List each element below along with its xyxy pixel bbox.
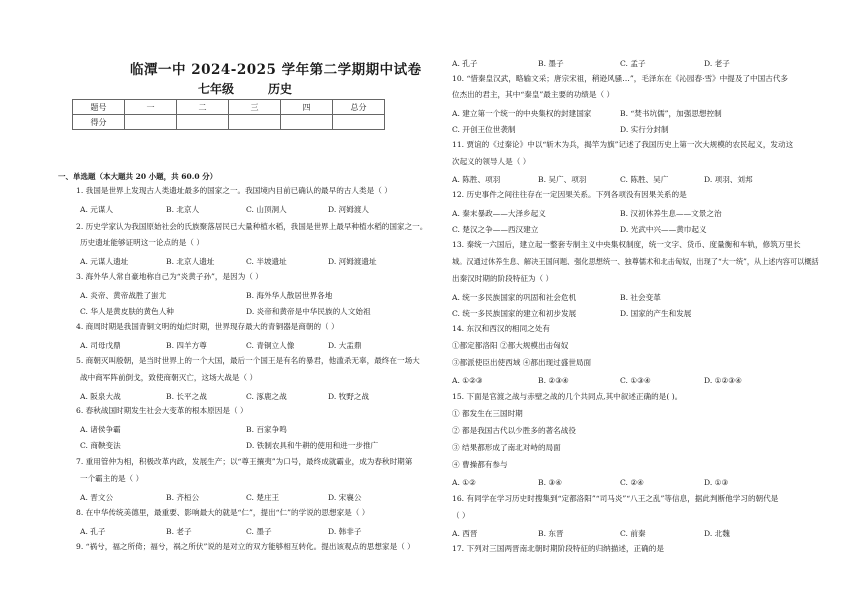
score-header-cell: 题号: [73, 100, 125, 115]
question-10: 10. “惜秦皇汉武，略输文采；唐宗宋祖，稍逊风骚…”，毛泽东在《沁园春·雪》中提及了中国古代多: [452, 74, 789, 83]
question-12: 12. 历史事件之间往往存在一定因果关系。下列各项没有因果关系的是: [452, 190, 687, 199]
option[interactable]: A. 元谋人遗址: [80, 257, 129, 266]
option[interactable]: C. 前秦: [620, 529, 646, 538]
option[interactable]: D. 河姆渡人: [328, 205, 370, 214]
option[interactable]: D. ①③: [704, 478, 729, 487]
option[interactable]: B. 海外华人散居世界各地: [246, 291, 333, 300]
question-15: 15. 下面是官渡之战与赤壁之战的几个共同点,其中叙述正确的是( )。: [452, 392, 683, 401]
question-10-cont: 位杰出的君主，其中“秦皇”最主要的功绩是（ ）: [452, 90, 615, 99]
option[interactable]: D. ①②③④: [704, 376, 742, 385]
option[interactable]: B. 齐桓公: [166, 493, 200, 502]
option[interactable]: C. 华人是黄皮肤的黄色人种: [80, 307, 174, 316]
option[interactable]: C. 墨子: [246, 527, 272, 536]
option[interactable]: B. “焚书坑儒”，加强思想控制: [620, 109, 722, 118]
question-14-statements: ①都定都洛阳 ②都大规模出击匈奴: [452, 341, 569, 350]
option[interactable]: D. 国家的产生和发展: [620, 309, 692, 318]
option[interactable]: C. ②④: [620, 478, 644, 487]
question-15-statement: ③ 结果都形成了南北对峙的局面: [452, 443, 561, 452]
option[interactable]: A. 统一多民族国家的巩固和社会危机: [452, 293, 577, 302]
option[interactable]: A. 秦末暴政——大泽乡起义: [452, 209, 546, 218]
question-8: 8. 在中华传统美德里，最重要、影响最大的就是“仁”，提出“仁”的学说的思想家是（ ）: [76, 508, 370, 517]
exam-title: 临潭一中 2024-2025 学年第二学期期中试卷: [130, 62, 422, 78]
score-cell[interactable]: [333, 115, 385, 130]
option[interactable]: C. 山顶洞人: [246, 205, 287, 214]
option[interactable]: D. 韩非子: [328, 527, 362, 536]
question-17: 17. 下列对三国两晋南北朝时期阶段特征的归纳描述，正确的是: [452, 544, 664, 553]
option[interactable]: C. 青铜立人像: [246, 341, 295, 350]
option[interactable]: B. 社会变革: [620, 293, 661, 302]
question-2: 2. 历史学家认为我国原始社会的氏族聚落居民已大量种植水稻，我国是世界上最早种植水稻的国家之一。: [76, 222, 428, 231]
option[interactable]: D. 炎帝和黄帝是中华民族的人文始祖: [246, 307, 371, 316]
option[interactable]: B. 吴广、项羽: [538, 175, 587, 184]
score-header-cell: 二: [177, 100, 229, 115]
question-7-cont: 一个霸主的是（ ）: [80, 474, 144, 483]
score-header-cell: 总分: [333, 100, 385, 115]
score-row-label: 得分: [73, 115, 125, 130]
option[interactable]: D. 光武中兴——黄巾起义: [620, 225, 707, 234]
option[interactable]: B. 北京人: [166, 205, 200, 214]
option[interactable]: D. 实行分封制: [620, 125, 669, 134]
option[interactable]: B. 百家争鸣: [246, 425, 287, 434]
question-15-statement: ① 都发生在三国时期: [452, 409, 523, 418]
score-header-cell: 一: [125, 100, 177, 115]
option[interactable]: A. 孔子: [80, 527, 106, 536]
option[interactable]: B. 墨子: [538, 59, 564, 68]
question-11: 11. 贾谊的《过秦论》中以“斩木为兵，揭竿为旗”记述了我国历史上第一次大规模的农民起义，发动这: [452, 140, 794, 149]
option[interactable]: C. 涿鹿之战: [246, 392, 287, 401]
option[interactable]: B. 四羊方尊: [166, 341, 207, 350]
question-14-statements: ③都派使臣出使西域 ④都出现过盛世局面: [452, 358, 592, 367]
option[interactable]: B. ③④: [538, 478, 563, 487]
option[interactable]: C. 楚庄王: [246, 493, 280, 502]
option[interactable]: C. 陈胜、吴广: [620, 175, 669, 184]
score-cell[interactable]: [281, 115, 333, 130]
score-cell[interactable]: [229, 115, 281, 130]
subject-label: 历史: [268, 82, 293, 96]
option[interactable]: D. 老子: [704, 59, 730, 68]
option[interactable]: A. 阪泉大战: [80, 392, 121, 401]
question-13: 13. 秦统一六国后，建立起一整套专制主义中央集权制度，统一文字、货币、度量衡和车轨，修筑万里长: [452, 240, 801, 249]
option[interactable]: C. 开创王位世袭制: [452, 125, 516, 134]
question-13-cont2: 出秦汉时期的阶段特征为（ ）: [452, 274, 554, 283]
score-header-cell: 三: [229, 100, 281, 115]
option[interactable]: C. 孟子: [620, 59, 646, 68]
option[interactable]: A. 司母戊鼎: [80, 341, 121, 350]
question-6: 6. 春秋战国时期发生社会大变革的根本原因是（ ）: [76, 406, 248, 415]
option[interactable]: C. 半坡遗址: [246, 257, 287, 266]
score-cell[interactable]: [125, 115, 177, 130]
option[interactable]: C. ①③④: [620, 376, 651, 385]
score-cell[interactable]: [177, 115, 229, 130]
option[interactable]: A. 诸侯争霸: [80, 425, 121, 434]
question-4: 4. 商周时期是我国青铜文明的灿烂时期，世界现存最大的青铜器是商朝的（ ）: [76, 322, 339, 331]
option[interactable]: A. ①②③: [452, 376, 483, 385]
option[interactable]: D. 大盂鼎: [328, 341, 362, 350]
option[interactable]: D. 宋襄公: [328, 493, 362, 502]
question-7: 7. 重用管仲为相，积极改革内政，发展生产；以“尊王攘夷”为口号，最终成就霸业，成为春秋时期第: [76, 457, 413, 466]
section-heading: 一、单选题（本大题共 20 小题，共 60.0 分）: [58, 172, 218, 181]
option[interactable]: C. 统一多民族国家的建立和初步发展: [452, 309, 577, 318]
option[interactable]: D. 项羽、刘邦: [704, 175, 753, 184]
option[interactable]: B. 北京人遗址: [166, 257, 215, 266]
question-13-cont: 城。汉通过休养生息、解决王国问题、强化思想统一、独尊儒术和北击匈奴，出现了“大一统”，从上述内容可以概括: [452, 257, 819, 266]
option[interactable]: A. 元谋人: [80, 205, 114, 214]
score-header-cell: 四: [281, 100, 333, 115]
option[interactable]: B. 东晋: [538, 529, 564, 538]
option[interactable]: D. 北魏: [704, 529, 730, 538]
option[interactable]: A. 西晋: [452, 529, 478, 538]
option[interactable]: C. 商鞅变法: [80, 441, 121, 450]
score-table: [72, 99, 385, 130]
option[interactable]: A. 晋文公: [80, 493, 114, 502]
question-5-cont: 战中商军阵前倒戈，致使商朝灭亡，这场大战是（ ）: [80, 373, 258, 382]
option[interactable]: C. 楚汉之争——西汉建立: [452, 225, 539, 234]
option[interactable]: A. 孔子: [452, 59, 478, 68]
question-15-statement: ② 都是我国古代以少胜多的著名战役: [452, 426, 576, 435]
question-16-cont: （ ）: [452, 511, 470, 520]
grade-label: 七年级: [198, 82, 235, 96]
question-16: 16. 有同学在学习历史时搜集到“定都洛阳”“司马炎”“八王之乱”等信息，据此判断他学习的朝代是: [452, 494, 779, 503]
question-15-statement: ④ 曹操都有参与: [452, 460, 508, 469]
question-9: 9. “祸兮，福之所倚；福兮，祸之所伏”说的是对立的双方能够相互转化。提出该观点的思想家是（ ）: [76, 542, 415, 551]
option[interactable]: A. ①②: [452, 478, 476, 487]
question-14: 14. 东汉和西汉的相同之处有: [452, 324, 551, 333]
option[interactable]: A. 炎帝、黄帝战胜了蚩尤: [80, 291, 167, 300]
option[interactable]: D. 牧野之战: [328, 392, 370, 401]
question-11-cont: 次起义的领导人是（ ）: [452, 157, 531, 166]
question-5: 5. 商朝灭叫殷朝，是当时世界上的一个大国，最后一个国王是有名的暴君，他滥杀无辜，最终在一场大: [76, 356, 420, 365]
option[interactable]: D. 河姆渡遗址: [328, 257, 377, 266]
question-3: 3. 海外华人常自豪地称自己为“炎黄子孙”，是因为（ ）: [76, 272, 263, 281]
option[interactable]: B. 汉初休养生息——文景之治: [620, 209, 722, 218]
question-2-cont: 历史遗址能够证明这一论点的是（ ）: [80, 238, 204, 247]
option[interactable]: B. 长平之战: [166, 392, 207, 401]
option[interactable]: B. ②③④: [538, 376, 569, 385]
question-1: 1. 我国是世界上发现古人类遗址最多的国家之一。我国境内目前已确认的最早的古人类是（ ）: [76, 186, 392, 195]
option[interactable]: A. 建立第一个统一的中央集权的封建国家: [452, 109, 592, 118]
option[interactable]: B. 老子: [166, 527, 192, 536]
option[interactable]: D. 铁制农具和牛耕的使用和进一步推广: [246, 441, 379, 450]
option[interactable]: A. 陈胜、项羽: [452, 175, 501, 184]
